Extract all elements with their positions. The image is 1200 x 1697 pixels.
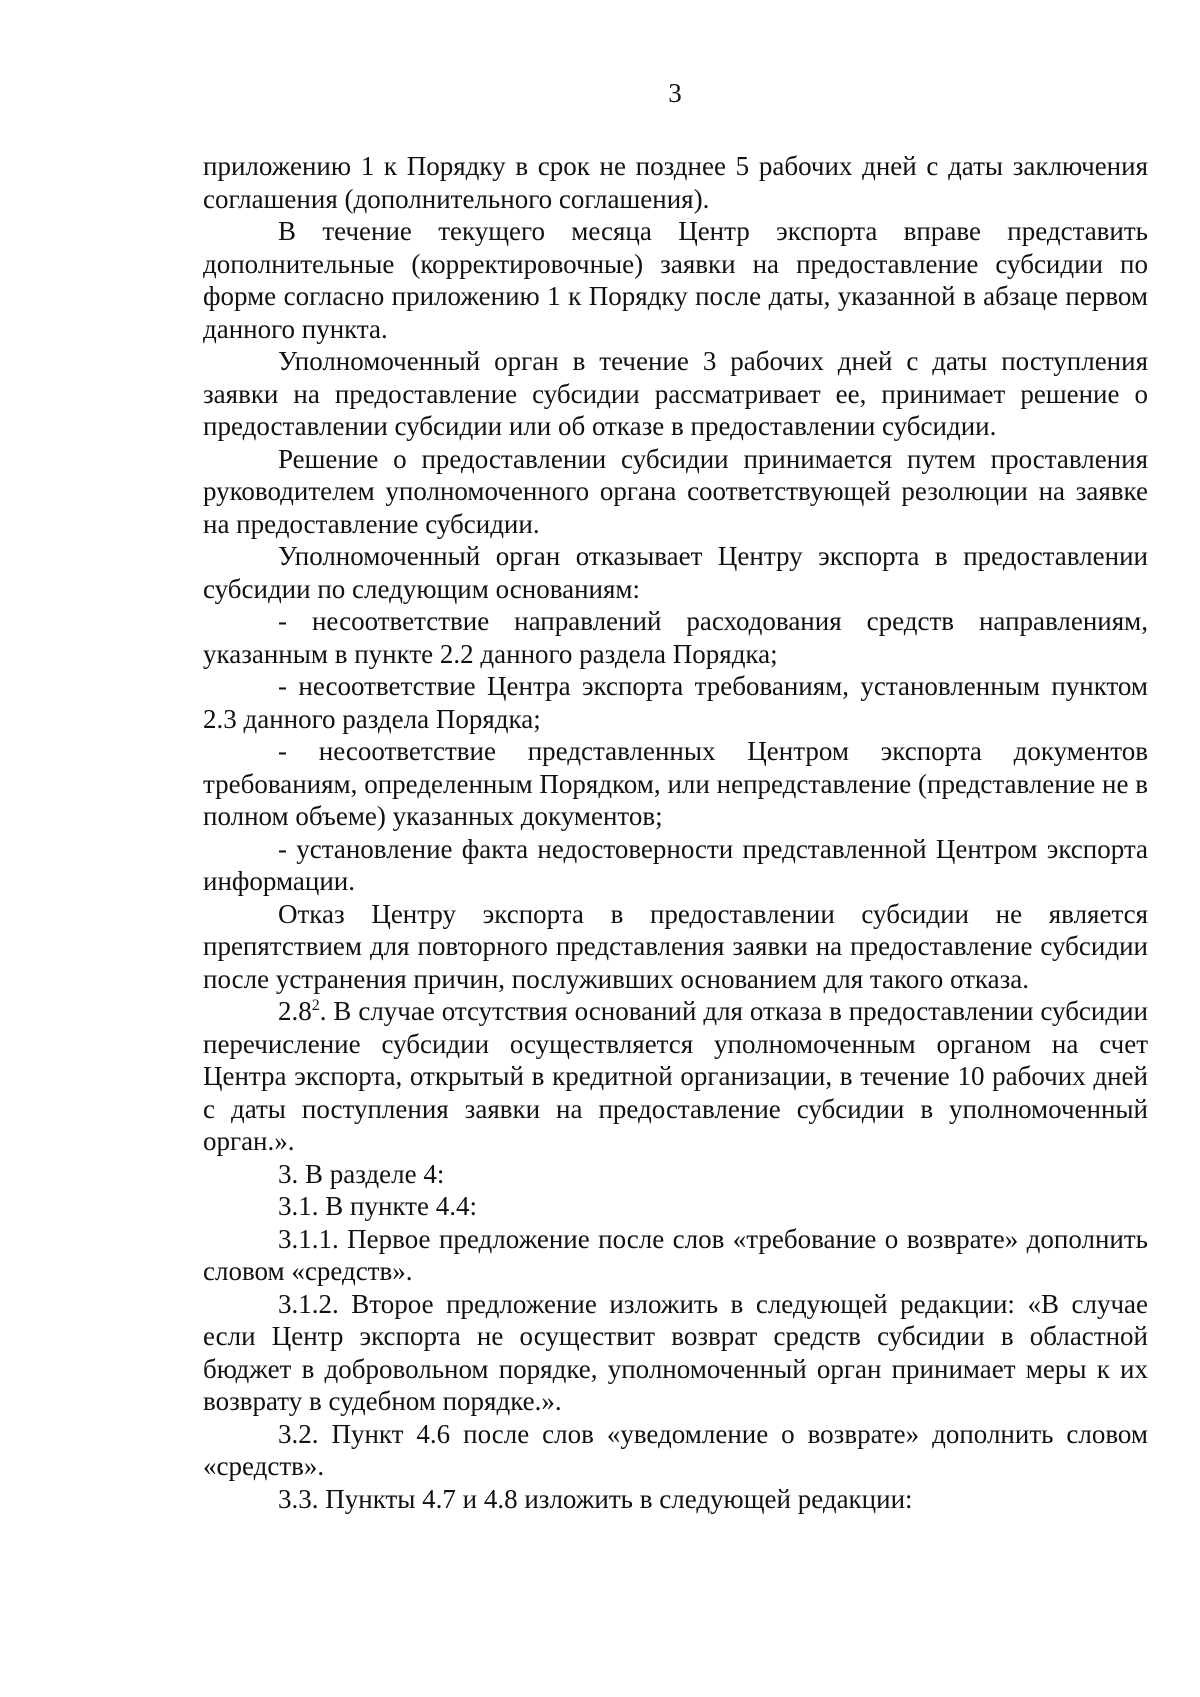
paragraph-refusal-grounds: Уполномоченный орган отказывает Центру экспорта в предоставлении субсидии по следующим основаниям:	[203, 541, 1148, 604]
page-number: 3	[668, 78, 682, 108]
paragraph-clause-3-2: 3.2. Пункт 4.6 после слов «уведомление о возврате» дополнить словом «средств».	[203, 1418, 1148, 1481]
paragraph-section-4: 3. В разделе 4:	[278, 1158, 445, 1189]
paragraph-clause-3-1: 3.1. В пункте 4.4:	[278, 1191, 477, 1221]
paragraph-additional-applications: В течение текущего месяца Центр экспорта вправе представить дополнительные (корректировочные) заявки на предоставление субсидии по форме согласно приложению 1 к Порядку после даты, указанной в абзаце первом данного пункта.	[203, 216, 1148, 344]
clause-text: . В случае отсутствия оснований для отказа в предоставлении субсидии перечисление субсидии осуществляется уполномоченным органом на счет Центра экспорта, открытый в кредитной организации, в течение 10 рабочих дней с даты поступления заявки на предоставление субсидии в уполномоченный орган.».	[203, 996, 1148, 1156]
document-body	[203, 150, 1148, 1515]
paragraph-continuation: приложению 1 к Порядку в срок не позднее 5 рабочих дней с даты заключения соглашения (дополнительного соглашения).	[203, 151, 1148, 214]
list-item-refusal-ground: - несоответствие представленных Центром экспорта документов требованиям, определенным Порядком, или непредставление (представление не в полном объеме) указанных документов;	[203, 736, 1148, 831]
paragraph-clause-3-1-1: 3.1.1. Первое предложение после слов «требование о возврате» дополнить словом «средств».	[203, 1223, 1148, 1286]
list-item-refusal-ground: - несоответствие направлений расходования средств направлениям, указанным в пункте 2.2 данного раздела Порядка;	[203, 606, 1148, 669]
paragraph-clause-3-1-2: 3.1.2. Второе предложение изложить в следующей редакции: «В случае если Центр экспорта не осуществит возврат средств субсидии в областной бюджет в добровольном порядке, уполномоченный орган принимает меры к их возврату в судебном порядке.».	[203, 1288, 1148, 1416]
list-item-refusal-ground: - установление факта недостоверности представленной Центром экспорта информации.	[203, 833, 1148, 896]
list-item-refusal-ground: - несоответствие Центра экспорта требованиям, установленным пунктом 2.3 данного раздела Порядка;	[203, 671, 1148, 734]
paragraph-review-period: Уполномоченный орган в течение 3 рабочих дней с даты поступления заявки на предоставление субсидии рассматривает ее, принимает решение о предоставлении субсидии или об отказе в предоставлении субсидии.	[203, 346, 1148, 441]
paragraph-clause-3-3: 3.3. Пункты 4.7 и 4.8 изложить в следующей редакции:	[278, 1483, 913, 1514]
paragraph-refusal-not-obstacle: Отказ Центру экспорта в предоставлении субсидии не является препятствием для повторного представления заявки на предоставление субсидии после устранения причин, послуживших основанием для такого отказа.	[203, 898, 1148, 994]
paragraph-clause-2-8-2	[203, 995, 1148, 1158]
clause-superscript: 2	[311, 997, 320, 1014]
paragraph-decision-resolution: Решение о предоставлении субсидии принимается путем проставления руководителем уполномоченного органа соответствующей резолюции на заявке на предоставление субсидии.	[203, 443, 1148, 539]
clause-number: 2.8	[278, 996, 312, 1026]
